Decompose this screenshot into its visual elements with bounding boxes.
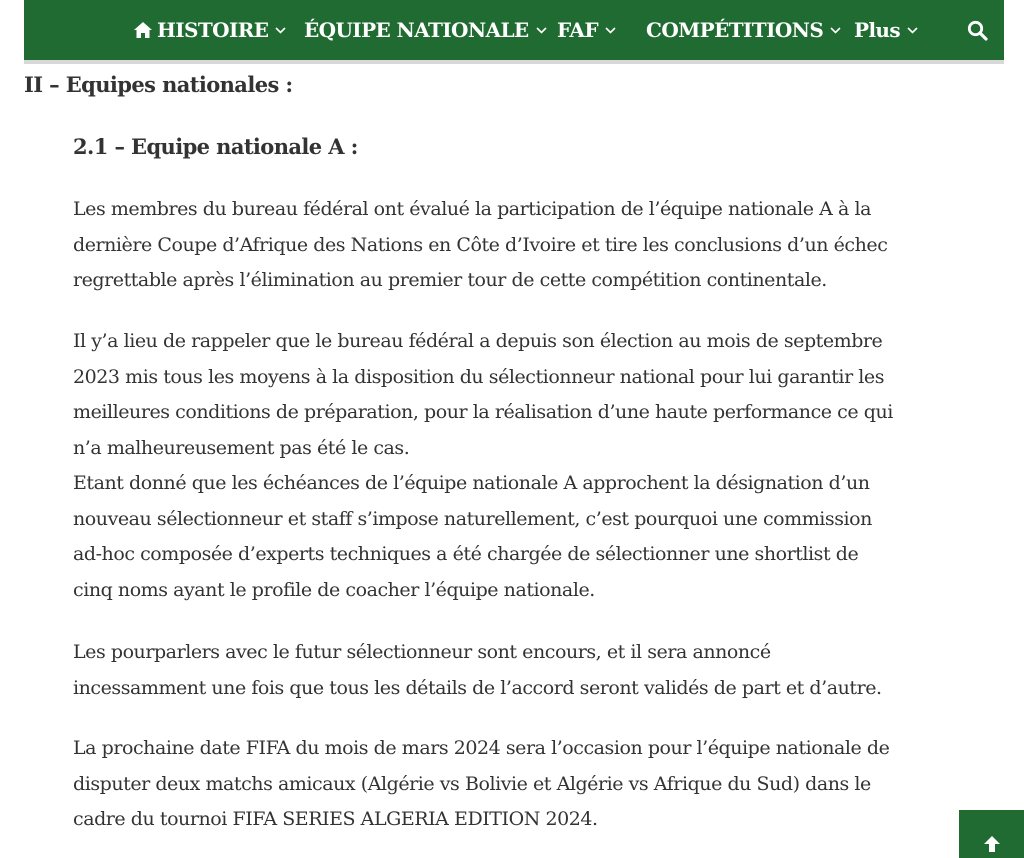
- paragraph-line: meilleures conditions de préparation, pour la réalisation d’une haute performance ce qui: [73, 401, 893, 423]
- paragraph-line: dernière Coupe d’Afrique des Nations en Côte d’Ivoire et tire les conclusions d’un échec: [73, 233, 888, 256]
- chevron-down-icon: [830, 27, 841, 34]
- paragraph-line: 2023 mis tous les moyens à la disposition du sélectionneur national pour lui garantir les: [73, 365, 885, 388]
- paragraph-line: La prochaine date FIFA du mois de mars 2024 sera l’occasion pour l’équipe nationale de: [73, 737, 890, 759]
- section-heading: II – Equipes nationales :: [24, 72, 293, 97]
- search-button[interactable]: [965, 18, 989, 42]
- paragraph-line: Les membres du bureau fédéral ont évalué la participation de l’équipe nationale A à la: [73, 198, 872, 220]
- chevron-down-icon: [275, 27, 286, 34]
- chevron-down-icon: [536, 27, 547, 34]
- paragraph-line: Etant donné que les échéances de l’équipe nationale A approchent la désignation d’un: [73, 472, 870, 494]
- article-paragraph: [73, 324, 1005, 608]
- nav-item-histoire[interactable]: [157, 0, 286, 60]
- nav-item-label: Plus: [854, 18, 901, 42]
- article-paragraph: [73, 192, 1005, 299]
- arrow-up-icon: [982, 834, 1002, 854]
- nav-item-faf[interactable]: [557, 0, 616, 60]
- paragraph-line: n’a malheureusement pas été le cas.: [73, 436, 410, 459]
- nav-item-plus[interactable]: [854, 0, 918, 60]
- article-paragraph: [73, 731, 1005, 838]
- paragraph-line: disputer deux matchs amicaux (Algérie vs Bolivie et Algérie vs Afrique du Sud) dans le: [73, 772, 871, 795]
- search-icon: [967, 20, 988, 41]
- paragraph-line: regrettable après l’élimination au premier tour de cette compétition continentale.: [73, 269, 827, 291]
- paragraph-line: nouveau sélectionneur et staff s’impose naturellement, c’est pourquoi une commission: [73, 507, 872, 530]
- chevron-down-icon: [907, 27, 918, 34]
- nav-item-label: ÉQUIPE NATIONALE: [304, 18, 529, 42]
- nav-item-competitions[interactable]: [646, 0, 841, 60]
- nav-item-label: HISTOIRE: [157, 18, 269, 42]
- nav-item-equipe-nationale[interactable]: [304, 0, 547, 60]
- scroll-to-top-button[interactable]: [959, 810, 1024, 858]
- article-paragraph: [73, 635, 1005, 706]
- nav-item-label: COMPÉTITIONS: [646, 18, 824, 42]
- subsection-heading: 2.1 – Equipe nationale A :: [73, 134, 358, 159]
- paragraph-line: cadre du tournoi FIFA SERIES ALGERIA EDITION 2024.: [73, 808, 598, 830]
- paragraph-line: ad-hoc composée d’experts techniques a été chargée de sélectionner une shortlist de: [73, 543, 859, 565]
- paragraph-line: Les pourparlers avec le futur sélectionneur sont encours, et il sera annoncé: [73, 641, 771, 663]
- nav-item-label: FAF: [557, 18, 598, 42]
- paragraph-line: cinq noms ayant le profile de coacher l’équipe nationale.: [73, 578, 595, 601]
- home-link[interactable]: [131, 19, 155, 41]
- home-icon: [133, 21, 153, 39]
- main-navbar: [24, 0, 1004, 64]
- paragraph-line: incessamment une fois que tous les détails de l’accord seront validés de part et d’autre.: [73, 676, 882, 699]
- chevron-down-icon: [605, 27, 616, 34]
- paragraph-line: Il y’a lieu de rappeler que le bureau fédéral a depuis son élection au mois de septembre: [73, 330, 883, 352]
